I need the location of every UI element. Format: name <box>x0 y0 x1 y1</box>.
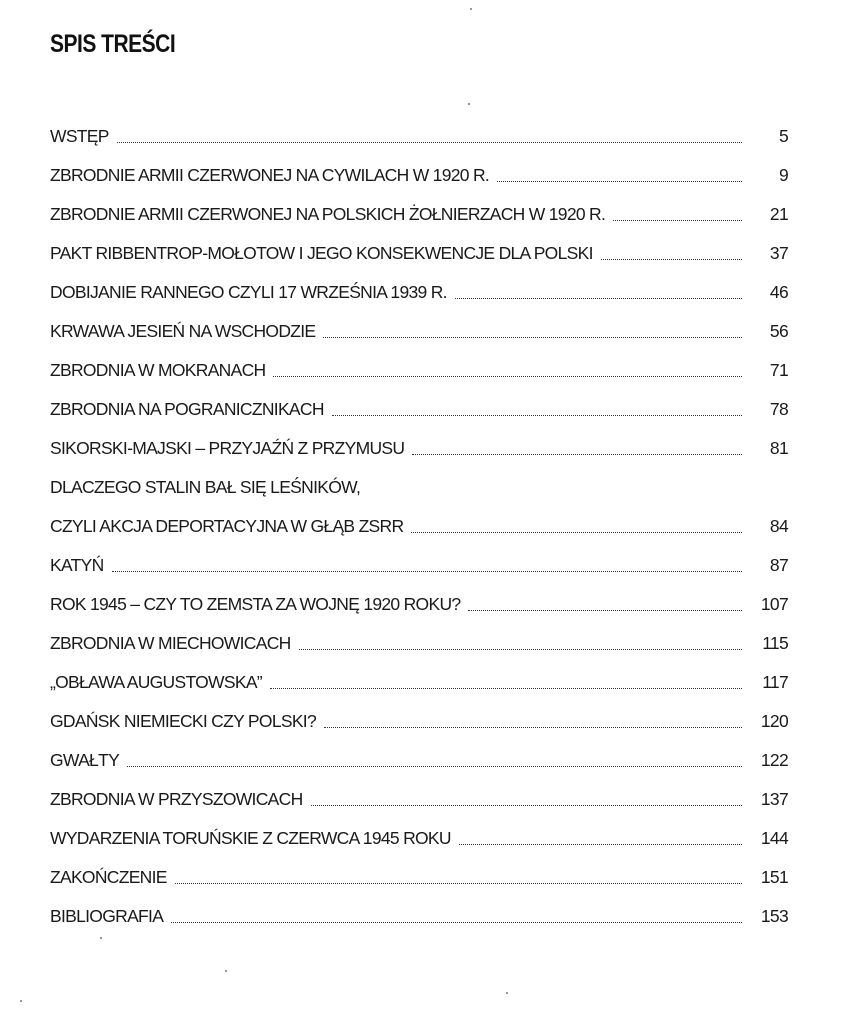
toc-entry-page: 137 <box>760 789 788 809</box>
toc-entry-title: ZBRODNIE ARMII CZERWONEJ NA CYWILACH W 1920 R. <box>50 165 490 185</box>
toc-entry-title: SIKORSKI-MAJSKI – PRZYJAŹŃ Z PRZYMUSU <box>50 438 405 458</box>
toc-entry-title: ZAKOŃCZENIE <box>50 867 167 887</box>
toc-entry <box>50 465 788 504</box>
toc-entry <box>50 426 788 465</box>
toc-entry <box>50 504 788 543</box>
toc-entry-title: BIBLIOGRAFIA <box>50 906 164 926</box>
toc-leader-line <box>175 882 742 884</box>
toc-entry <box>50 543 788 582</box>
toc-leader-line <box>497 180 742 182</box>
toc-leader-line <box>270 687 742 689</box>
toc-entry <box>50 621 788 660</box>
toc-entry-page: 122 <box>760 750 788 770</box>
toc-entry-title: KATYŃ <box>50 555 104 575</box>
toc-entry <box>50 855 788 894</box>
toc-leader-line <box>299 648 742 650</box>
toc-leader-line <box>323 336 742 338</box>
toc-entry <box>50 309 788 348</box>
toc-entry <box>50 270 788 309</box>
toc-entry-title: ZBRODNIE ARMII CZERWONEJ NA POLSKICH ŻOŁNIERZACH W 1920 R. <box>50 204 606 224</box>
toc-leader-line <box>332 414 742 416</box>
toc-entry-page: 46 <box>769 282 788 302</box>
toc-entry-title: GDAŃSK NIEMIECKI CZY POLSKI? <box>50 711 316 731</box>
toc-leader-line <box>112 570 742 572</box>
toc-entry-title: CZYLI AKCJA DEPORTACYJNA W GŁĄB ZSRR <box>50 516 404 536</box>
toc-entry <box>50 387 788 426</box>
toc-entry-page: 107 <box>760 594 788 614</box>
toc-leader-line <box>601 258 742 260</box>
toc-entry-page: 78 <box>769 399 788 419</box>
toc-entry-title: ZBRODNIA W MOKRANACH <box>50 360 266 380</box>
scan-speck <box>225 970 227 972</box>
toc-entry <box>50 660 788 699</box>
toc-leader-line <box>127 765 742 767</box>
toc-entry <box>50 894 788 933</box>
toc-entry-title: „OBŁAWA AUGUSTOWSKA” <box>50 672 262 692</box>
toc-entry-page: 81 <box>769 438 788 458</box>
toc-entry-page: 117 <box>762 672 788 692</box>
toc-entry-page: 71 <box>769 360 788 380</box>
toc-leader-line <box>613 219 742 221</box>
toc-entry <box>50 192 788 231</box>
toc-entry <box>50 231 788 270</box>
toc-entry-title: GWAŁTY <box>50 750 120 770</box>
scan-speck <box>506 992 508 994</box>
toc-entry-page: 56 <box>769 321 788 341</box>
toc-leader-line <box>459 843 742 845</box>
toc-leader-line <box>171 921 742 923</box>
scan-speck <box>468 103 470 105</box>
toc-entry-page: 84 <box>769 516 788 536</box>
toc-entry-title: DOBIJANIE RANNEGO CZYLI 17 WRZEŚNIA 1939 R. <box>50 282 447 302</box>
scan-speck <box>100 937 102 939</box>
toc-entry <box>50 582 788 621</box>
toc-entry <box>50 738 788 777</box>
toc-entry-page: 115 <box>762 633 788 653</box>
toc-leader-line <box>411 531 742 533</box>
toc-entry-page: 153 <box>760 906 788 926</box>
toc-entry-title: KRWAWA JESIEŃ NA WSCHODZIE <box>50 321 316 341</box>
toc-leader-line <box>273 375 742 377</box>
toc-entry-page: 21 <box>769 204 788 224</box>
toc-leader-line <box>468 609 742 611</box>
toc-leader-line <box>368 493 742 494</box>
toc-entry-page: 5 <box>778 126 788 146</box>
toc-leader-line <box>311 804 742 806</box>
toc-leader-line <box>117 141 742 143</box>
toc-entry <box>50 348 788 387</box>
toc-entry-title: ZBRODNIA NA POGRANICZNIKACH <box>50 399 324 419</box>
toc-entry-page: 151 <box>760 867 788 887</box>
toc-leader-line <box>412 453 742 455</box>
page-title: SPIS TREŚCI <box>50 30 176 58</box>
toc-entry-title: ZBRODNIA W MIECHOWICACH <box>50 633 291 653</box>
toc-entry-page: 87 <box>769 555 788 575</box>
toc-entry-page: 37 <box>769 243 788 263</box>
scan-speck <box>20 1000 22 1002</box>
toc-entry-page: 9 <box>778 165 788 185</box>
toc-entry <box>50 777 788 816</box>
toc-entry <box>50 699 788 738</box>
scan-speck <box>470 8 472 10</box>
toc-entry-title: WYDARZENIA TORUŃSKIE Z CZERWCA 1945 ROKU <box>50 828 451 848</box>
toc-entry-page: 120 <box>760 711 788 731</box>
toc-leader-line <box>455 297 742 299</box>
toc-entry-title: PAKT RIBBENTROP-MOŁOTOW I JEGO KONSEKWENCJE DLA POLSKI <box>50 243 593 263</box>
table-of-contents <box>50 114 788 933</box>
toc-entry-title: WSTĘP <box>50 126 109 146</box>
toc-entry-title: DLACZEGO STALIN BAŁ SIĘ LEŚNIKÓW, <box>50 477 361 497</box>
toc-leader-line <box>324 726 742 728</box>
toc-entry-title: ROK 1945 – CZY TO ZEMSTA ZA WOJNĘ 1920 ROKU? <box>50 594 461 614</box>
toc-entry <box>50 153 788 192</box>
toc-entry <box>50 816 788 855</box>
toc-entry-title: ZBRODNIA W PRZYSZOWICACH <box>50 789 303 809</box>
toc-entry-page: 144 <box>760 828 788 848</box>
toc-entry <box>50 114 788 153</box>
